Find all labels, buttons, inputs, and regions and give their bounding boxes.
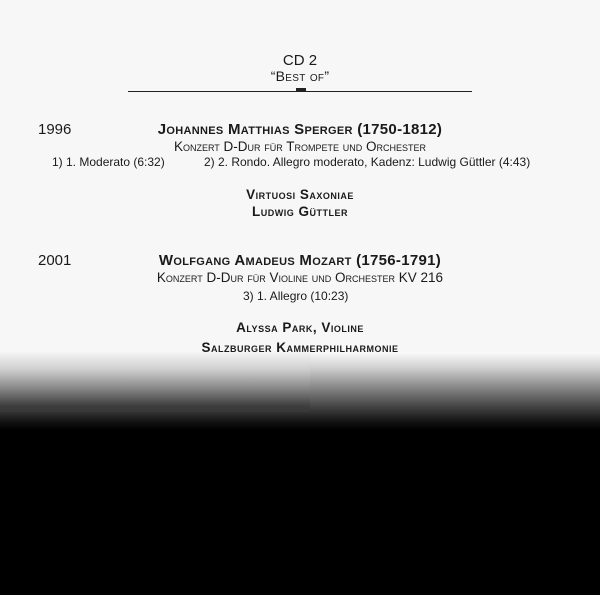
work-title: Konzert D-Dur für Violine und Orchester KV 216 bbox=[156, 270, 444, 285]
track-item: 3) 1. Allegro (10:23) bbox=[243, 289, 349, 303]
entry-year: 2001 bbox=[38, 252, 72, 269]
cd-number: CD 2 bbox=[282, 52, 318, 69]
composer-name: Johannes Matthias Sperger (1750-1812) bbox=[157, 121, 443, 138]
track-item: 2) 2. Rondo. Allegro moderato, Kadenz: Ludwig Güttler (4:43) bbox=[204, 155, 531, 169]
performer-name: Salzburger Kammerphilharmonie bbox=[201, 340, 399, 352]
composer-name: Wolfgang Amadeus Mozart (1756-1791) bbox=[158, 252, 442, 269]
performer-name: Ludwig Güttler bbox=[252, 204, 348, 219]
track-item: 1) 1. Moderato (6:32) bbox=[52, 155, 165, 169]
entry-year: 1996 bbox=[38, 121, 72, 138]
truncated-line bbox=[0, 338, 600, 352]
divider-tick bbox=[296, 88, 306, 91]
cd-subtitle: “Best of” bbox=[270, 68, 330, 84]
performer-name: Virtuosi Saxoniae bbox=[246, 187, 354, 202]
scan-gradient-overlay bbox=[0, 352, 310, 412]
performer-name: Alyssa Park, Violine bbox=[236, 320, 364, 335]
work-title: Konzert D-Dur für Trompete und Orchester bbox=[173, 139, 427, 154]
divider-rule bbox=[128, 91, 472, 92]
